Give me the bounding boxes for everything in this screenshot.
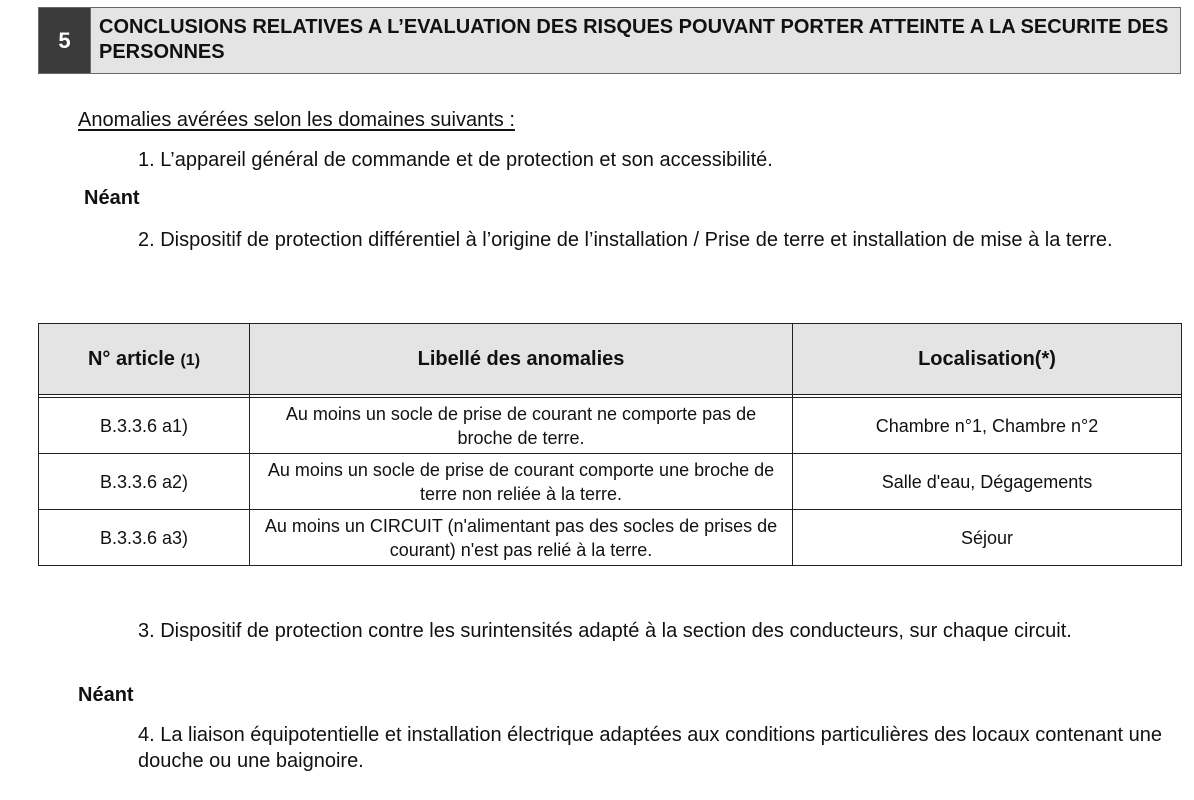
table-row <box>39 454 1182 510</box>
cell-article: B.3.3.6 a1) <box>39 398 250 454</box>
cell-article: B.3.3.6 a2) <box>39 454 250 510</box>
cell-label: Au moins un socle de prise de courant ne comporte pas de broche de terre. <box>250 398 793 454</box>
section-number: 5 <box>39 8 90 73</box>
cell-label: Au moins un CIRCUIT (n'alimentant pas des socles de prises de courant) n'est pas relié à la terre. <box>250 510 793 566</box>
domain-item-4: 4. La liaison équipotentielle et installation électrique adaptées aux conditions particulières des locaux contenant une douche ou une baignoire. <box>138 724 1163 772</box>
header-location: Localisation(*) <box>793 324 1182 395</box>
section-title: CONCLUSIONS RELATIVES A L’EVALUATION DES RISQUES POUVANT PORTER ATTEINTE A LA SECURITE DES PERSONNES <box>90 8 1180 73</box>
domain-item-1: 1. L’appareil général de commande et de protection et son accessibilité. <box>138 149 773 171</box>
header-label: Libellé des anomalies <box>250 324 793 395</box>
section-header <box>38 7 1181 74</box>
header-article-label: N° article <box>87 347 175 370</box>
table-row <box>39 510 1182 566</box>
cell-location: Séjour <box>793 510 1182 566</box>
table-row <box>39 398 1182 454</box>
cell-location: Chambre n°1, Chambre n°2 <box>793 398 1182 454</box>
neant-label-2: Néant <box>78 684 134 706</box>
anomalies-table <box>38 323 1182 566</box>
table-header-row <box>39 324 1182 395</box>
domain-item-2: 2. Dispositif de protection différentiel à l’origine de l’installation / Prise de terre et installation de mise à la terre. <box>138 229 1113 251</box>
neant-label-1: Néant <box>84 187 140 209</box>
header-article <box>39 324 250 395</box>
anomalies-intro: Anomalies avérées selon les domaines suivants : <box>78 109 515 131</box>
header-article-note: (1) <box>180 351 201 369</box>
cell-article: B.3.3.6 a3) <box>39 510 250 566</box>
cell-label: Au moins un socle de prise de courant comporte une broche de terre non reliée à la terre. <box>250 454 793 510</box>
cell-location: Salle d'eau, Dégagements <box>793 454 1182 510</box>
domain-item-3: 3. Dispositif de protection contre les surintensités adapté à la section des conducteurs, sur chaque circuit. <box>138 620 1072 642</box>
